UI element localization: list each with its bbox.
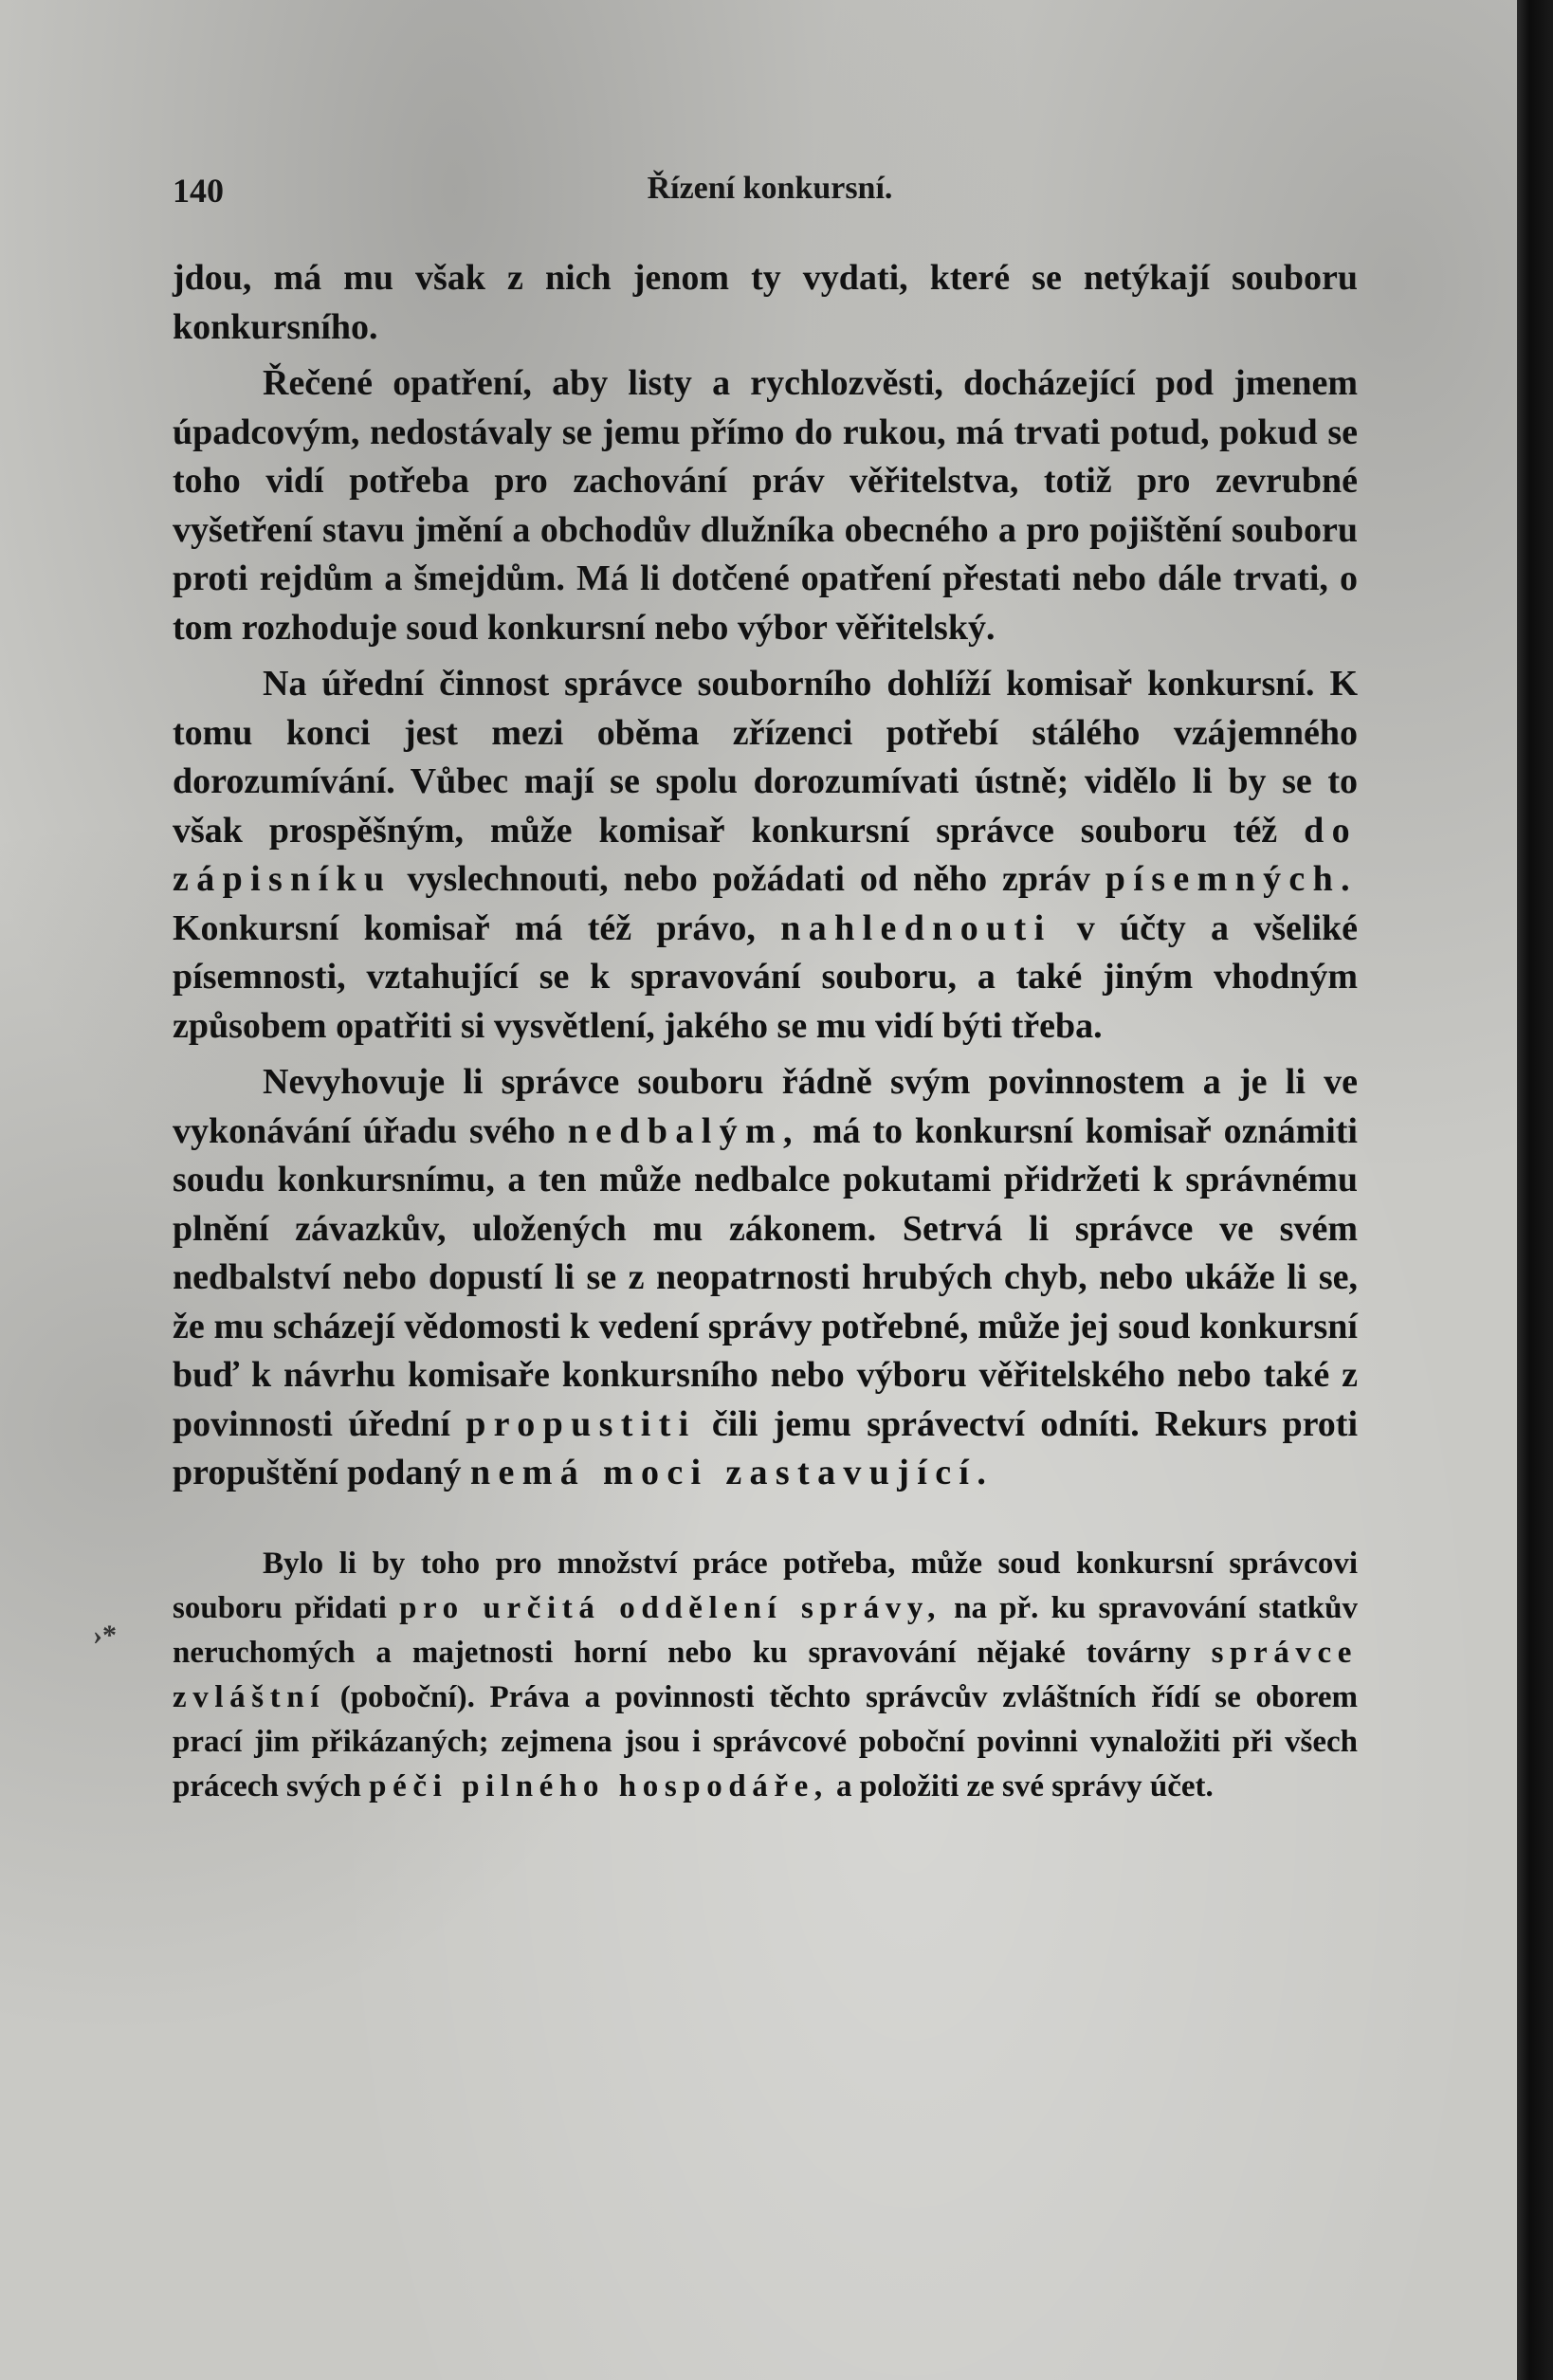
emphasized-text: správce zvláštní	[173, 1635, 1358, 1714]
emphasized-text: písemných.	[1105, 859, 1359, 899]
scan-edge-shadow	[1517, 0, 1553, 2380]
paragraph-text: (poboční). Práva a povinnosti těchto správcův zvláštních řídí se oborem prací jim přikázaných; zejmena jsou i správcové poboční povinni vynaložiti při všech prácech svých	[173, 1679, 1359, 1803]
margin-mark: ›*	[93, 1620, 117, 1651]
paragraph-opatreni: Řečené opatření, aby listy a rychlozvěsti, docházející pod jmenem úpadcovým, nedostávaly se jemu přímo do rukou, má trvati potud, pokud se toho vidí potřeba pro zachování práv věřitelstva, totiž pro zevrubné vyšetření stavu jmění a obchodův dlužníka obecného a pro pojištění souboru proti rejdům a šmejdům. Má li dotčené opatření přestati nebo dále trvati, o tom rozhoduje soud konkursní nebo výbor věřitelský.	[173, 363, 1358, 648]
paragraph-text: Nevyhovuje li správce souboru řádně svým povinnostem a je li ve vykonávání úřadu svého	[173, 1062, 1358, 1151]
paragraph-text: má to konkursní komisař oznámiti soudu konkursnímu, a ten může nedbalce pokutami přidržeti k správnému plnění závazkův, uložených mu zákonem. Setrvá li správce ve svém nedbalství nebo dopustí li se z neopatrnosti hrubých chyb, nebo ukáže li se, že mu scházejí vědomosti k vedení správy potřebné, může jej soud konkursní buď k návrhu komisaře konkursního nebo výboru věřitelského nebo také z povinnosti úřední	[173, 1110, 1358, 1444]
emphasized-text: nemá moci zastavující.	[469, 1453, 995, 1492]
emphasized-text: do zápisníku	[173, 810, 1359, 899]
paragraph-text: v účty a všeliké písemnosti, vztahující se k spravování souboru, a také jiným vhodným způsobem opatřiti si vysvětlení, jakého se mu vidí býti třeba.	[173, 907, 1359, 1046]
body-text	[173, 254, 1358, 1809]
paragraph-text: Konkursní komisař má též právo,	[173, 907, 756, 948]
paragraph-text: a položiti ze své správy účet.	[836, 1768, 1214, 1803]
running-title: Řízení konkursní.	[647, 171, 893, 206]
paragraph-dohled-komisare	[173, 660, 1358, 1051]
paragraph-text: Bylo li by toho pro množství práce potřeba, může soud konkursní správcovi souboru přidati	[173, 1546, 1358, 1625]
paragraph-nedbalost-spravce	[173, 1058, 1358, 1498]
emphasized-text: nahlednouti	[780, 907, 1052, 948]
paragraph-text: čili jemu správectví odníti. Rekurs proti propuštění podaný	[173, 1403, 1359, 1492]
emphasized-text: péči pilného hospodáře,	[369, 1768, 829, 1803]
page-header	[173, 171, 1358, 218]
paragraph-text: vyslechnouti, nebo požádati od něho zpráv	[407, 859, 1090, 899]
page-number: 140	[173, 172, 224, 210]
paragraph-spravce-zvlastni	[173, 1542, 1358, 1809]
emphasized-text: propustiti	[466, 1403, 697, 1444]
paragraph-continuation: jdou, má mu však z nich jenom ty vydati, které se netýkají souboru konkursního.	[173, 258, 1358, 347]
emphasized-text: pro určitá oddělení správy,	[399, 1590, 941, 1625]
emphasized-text: nedbalým,	[567, 1110, 800, 1151]
paragraph-text: na př. ku spravování statkův neruchomých a majetnosti horní nebo ku spravování nějaké továrny	[173, 1590, 1359, 1670]
paragraph-text: Na úřední činnost správce souborního dohlíží komisař konkursní. K tomu konci jest mezi oběma zřízenci potřebí stálého vzájemného dorozumívání. Vůbec mají se spolu dorozumívati ústně; vidělo li by se to však prospěšným, může komisař konkursní správce souboru též	[173, 664, 1358, 851]
